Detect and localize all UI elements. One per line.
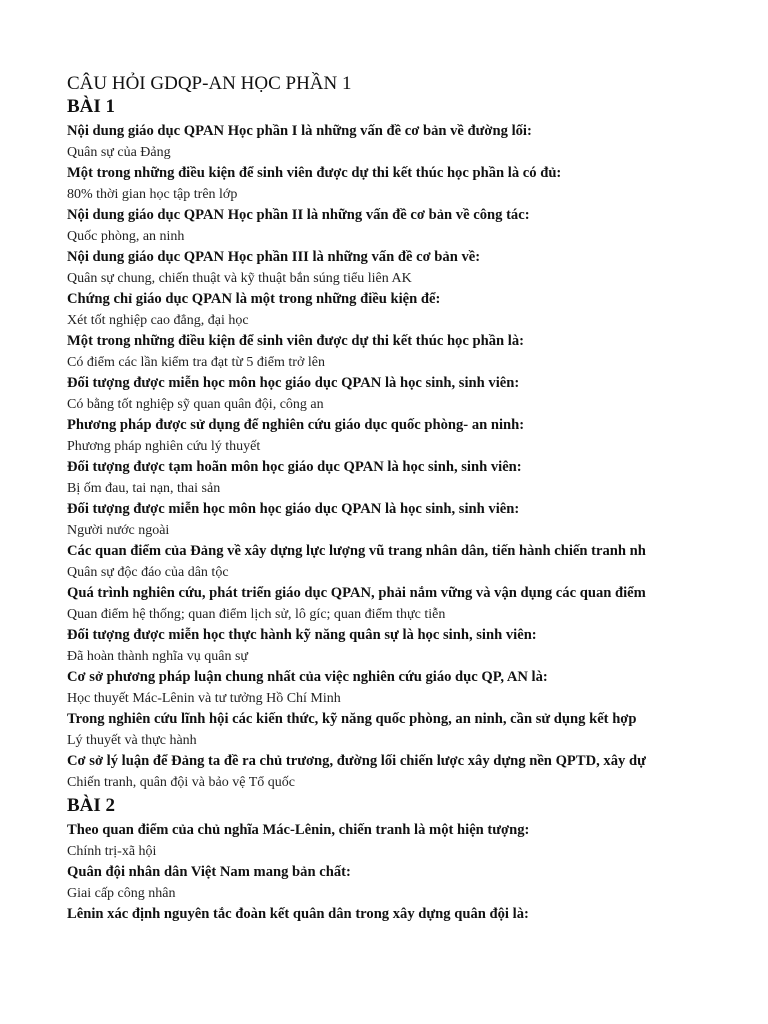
answer-text: Quan điểm hệ thống; quan điểm lịch sử, lô gíc; quan điểm thực tiễn	[67, 607, 446, 622]
question-text: Một trong những điều kiện để sinh viên được dự thi kết thúc học phần là:	[67, 333, 524, 349]
answer-text: Quân sự chung, chiến thuật và kỹ thuật bắn súng tiểu liên AK	[67, 271, 412, 286]
answer-text: Có điểm các lần kiểm tra đạt từ 5 điểm trở lên	[67, 355, 325, 370]
question-text: Phương pháp được sử dụng để nghiên cứu giáo dục quốc phòng- an ninh:	[67, 417, 525, 433]
answer-text: Bị ốm đau, tai nạn, thai sản	[67, 481, 221, 496]
question-text: Một trong những điều kiện để sinh viên được dự thi kết thúc học phần là có đủ:	[67, 165, 562, 181]
question-text: Cơ sở lý luận để Đảng ta đề ra chủ trương, đường lối chiến lược xây dựng nền QPTD, xây dự	[67, 753, 646, 769]
answer-text: Người nước ngoài	[67, 523, 170, 538]
qa-item	[67, 331, 708, 373]
question-text: Quá trình nghiên cứu, phát triển giáo dục QPAN, phải nắm vững và vận dụng các quan điểm	[67, 585, 646, 601]
qa-item	[67, 499, 708, 541]
question-text: Các quan điểm của Đảng về xây dựng lực lượng vũ trang nhân dân, tiến hành chiến tranh nh	[67, 543, 646, 559]
qa-item	[67, 583, 708, 625]
qa-item	[67, 163, 708, 205]
answer-text: Học thuyết Mác-Lênin và tư tưởng Hồ Chí Minh	[67, 691, 341, 706]
qa-item	[67, 862, 708, 904]
document-page	[67, 72, 708, 925]
answer-text: Quốc phòng, an ninh	[67, 229, 185, 244]
qa-item	[67, 541, 708, 583]
question-text: Quân đội nhân dân Việt Nam mang bản chất:	[67, 864, 351, 880]
answer-text: Lý thuyết và thực hành	[67, 733, 197, 748]
question-text: Nội dung giáo dục QPAN Học phần II là những vấn đề cơ bản về công tác:	[67, 207, 530, 223]
answer-text: Giai cấp công nhân	[67, 886, 176, 901]
question-text: Đối tượng được miễn học môn học giáo dục QPAN là học sinh, sinh viên:	[67, 501, 520, 517]
question-text: Cơ sở phương pháp luận chung nhất của việc nghiên cứu giáo dục QP, AN là:	[67, 669, 548, 685]
answer-text: Quân sự của Đảng	[67, 145, 171, 160]
lesson-section-1	[67, 96, 708, 793]
answer-text: Chiến tranh, quân đội và bảo vệ Tổ quốc	[67, 775, 295, 790]
answer-text: Phương pháp nghiên cứu lý thuyết	[67, 439, 261, 454]
qa-item	[67, 751, 708, 793]
qa-item	[67, 121, 708, 163]
qa-item	[67, 247, 708, 289]
document-title: CÂU HỎI GDQP-AN HỌC PHẦN 1	[67, 73, 352, 94]
qa-item	[67, 820, 708, 862]
lesson-heading: BÀI 1	[67, 96, 116, 117]
answer-text: 80% thời gian học tập trên lớp	[67, 187, 238, 202]
lesson-section-2	[67, 795, 708, 925]
answer-text: Xét tốt nghiệp cao đẳng, đại học	[67, 313, 249, 328]
answer-text: Chính trị-xã hội	[67, 844, 157, 859]
qa-item	[67, 625, 708, 667]
answer-text: Có bằng tốt nghiệp sỹ quan quân đội, công an	[67, 397, 324, 412]
qa-item	[67, 904, 708, 925]
question-text: Đối tượng được miễn học thực hành kỹ năng quân sự là học sinh, sinh viên:	[67, 627, 537, 643]
answer-text: Quân sự độc đáo của dân tộc	[67, 565, 229, 580]
qa-item	[67, 457, 708, 499]
question-text: Đối tượng được miễn học môn học giáo dục QPAN là học sinh, sinh viên:	[67, 375, 520, 391]
question-text: Nội dung giáo dục QPAN Học phần I là những vấn đề cơ bản về đường lối:	[67, 123, 532, 139]
question-text: Nội dung giáo dục QPAN Học phần III là những vấn đề cơ bản về:	[67, 249, 481, 265]
question-text: Lênin xác định nguyên tắc đoàn kết quân dân trong xây dựng quân đội là:	[67, 906, 529, 922]
lesson-heading: BÀI 2	[67, 795, 116, 816]
qa-item	[67, 415, 708, 457]
qa-item	[67, 373, 708, 415]
question-text: Đối tượng được tạm hoãn môn học giáo dục QPAN là học sinh, sinh viên:	[67, 459, 522, 475]
qa-item	[67, 709, 708, 751]
qa-item	[67, 667, 708, 709]
qa-item	[67, 289, 708, 331]
answer-text: Đã hoàn thành nghĩa vụ quân sự	[67, 649, 248, 664]
question-text: Chứng chỉ giáo dục QPAN là một trong những điều kiện để:	[67, 291, 441, 307]
question-text: Trong nghiên cứu lĩnh hội các kiến thức, kỹ năng quốc phòng, an ninh, cần sử dụng kết hợp	[67, 711, 637, 727]
question-text: Theo quan điểm của chủ nghĩa Mác-Lênin, chiến tranh là một hiện tượng:	[67, 822, 530, 838]
qa-item	[67, 205, 708, 247]
